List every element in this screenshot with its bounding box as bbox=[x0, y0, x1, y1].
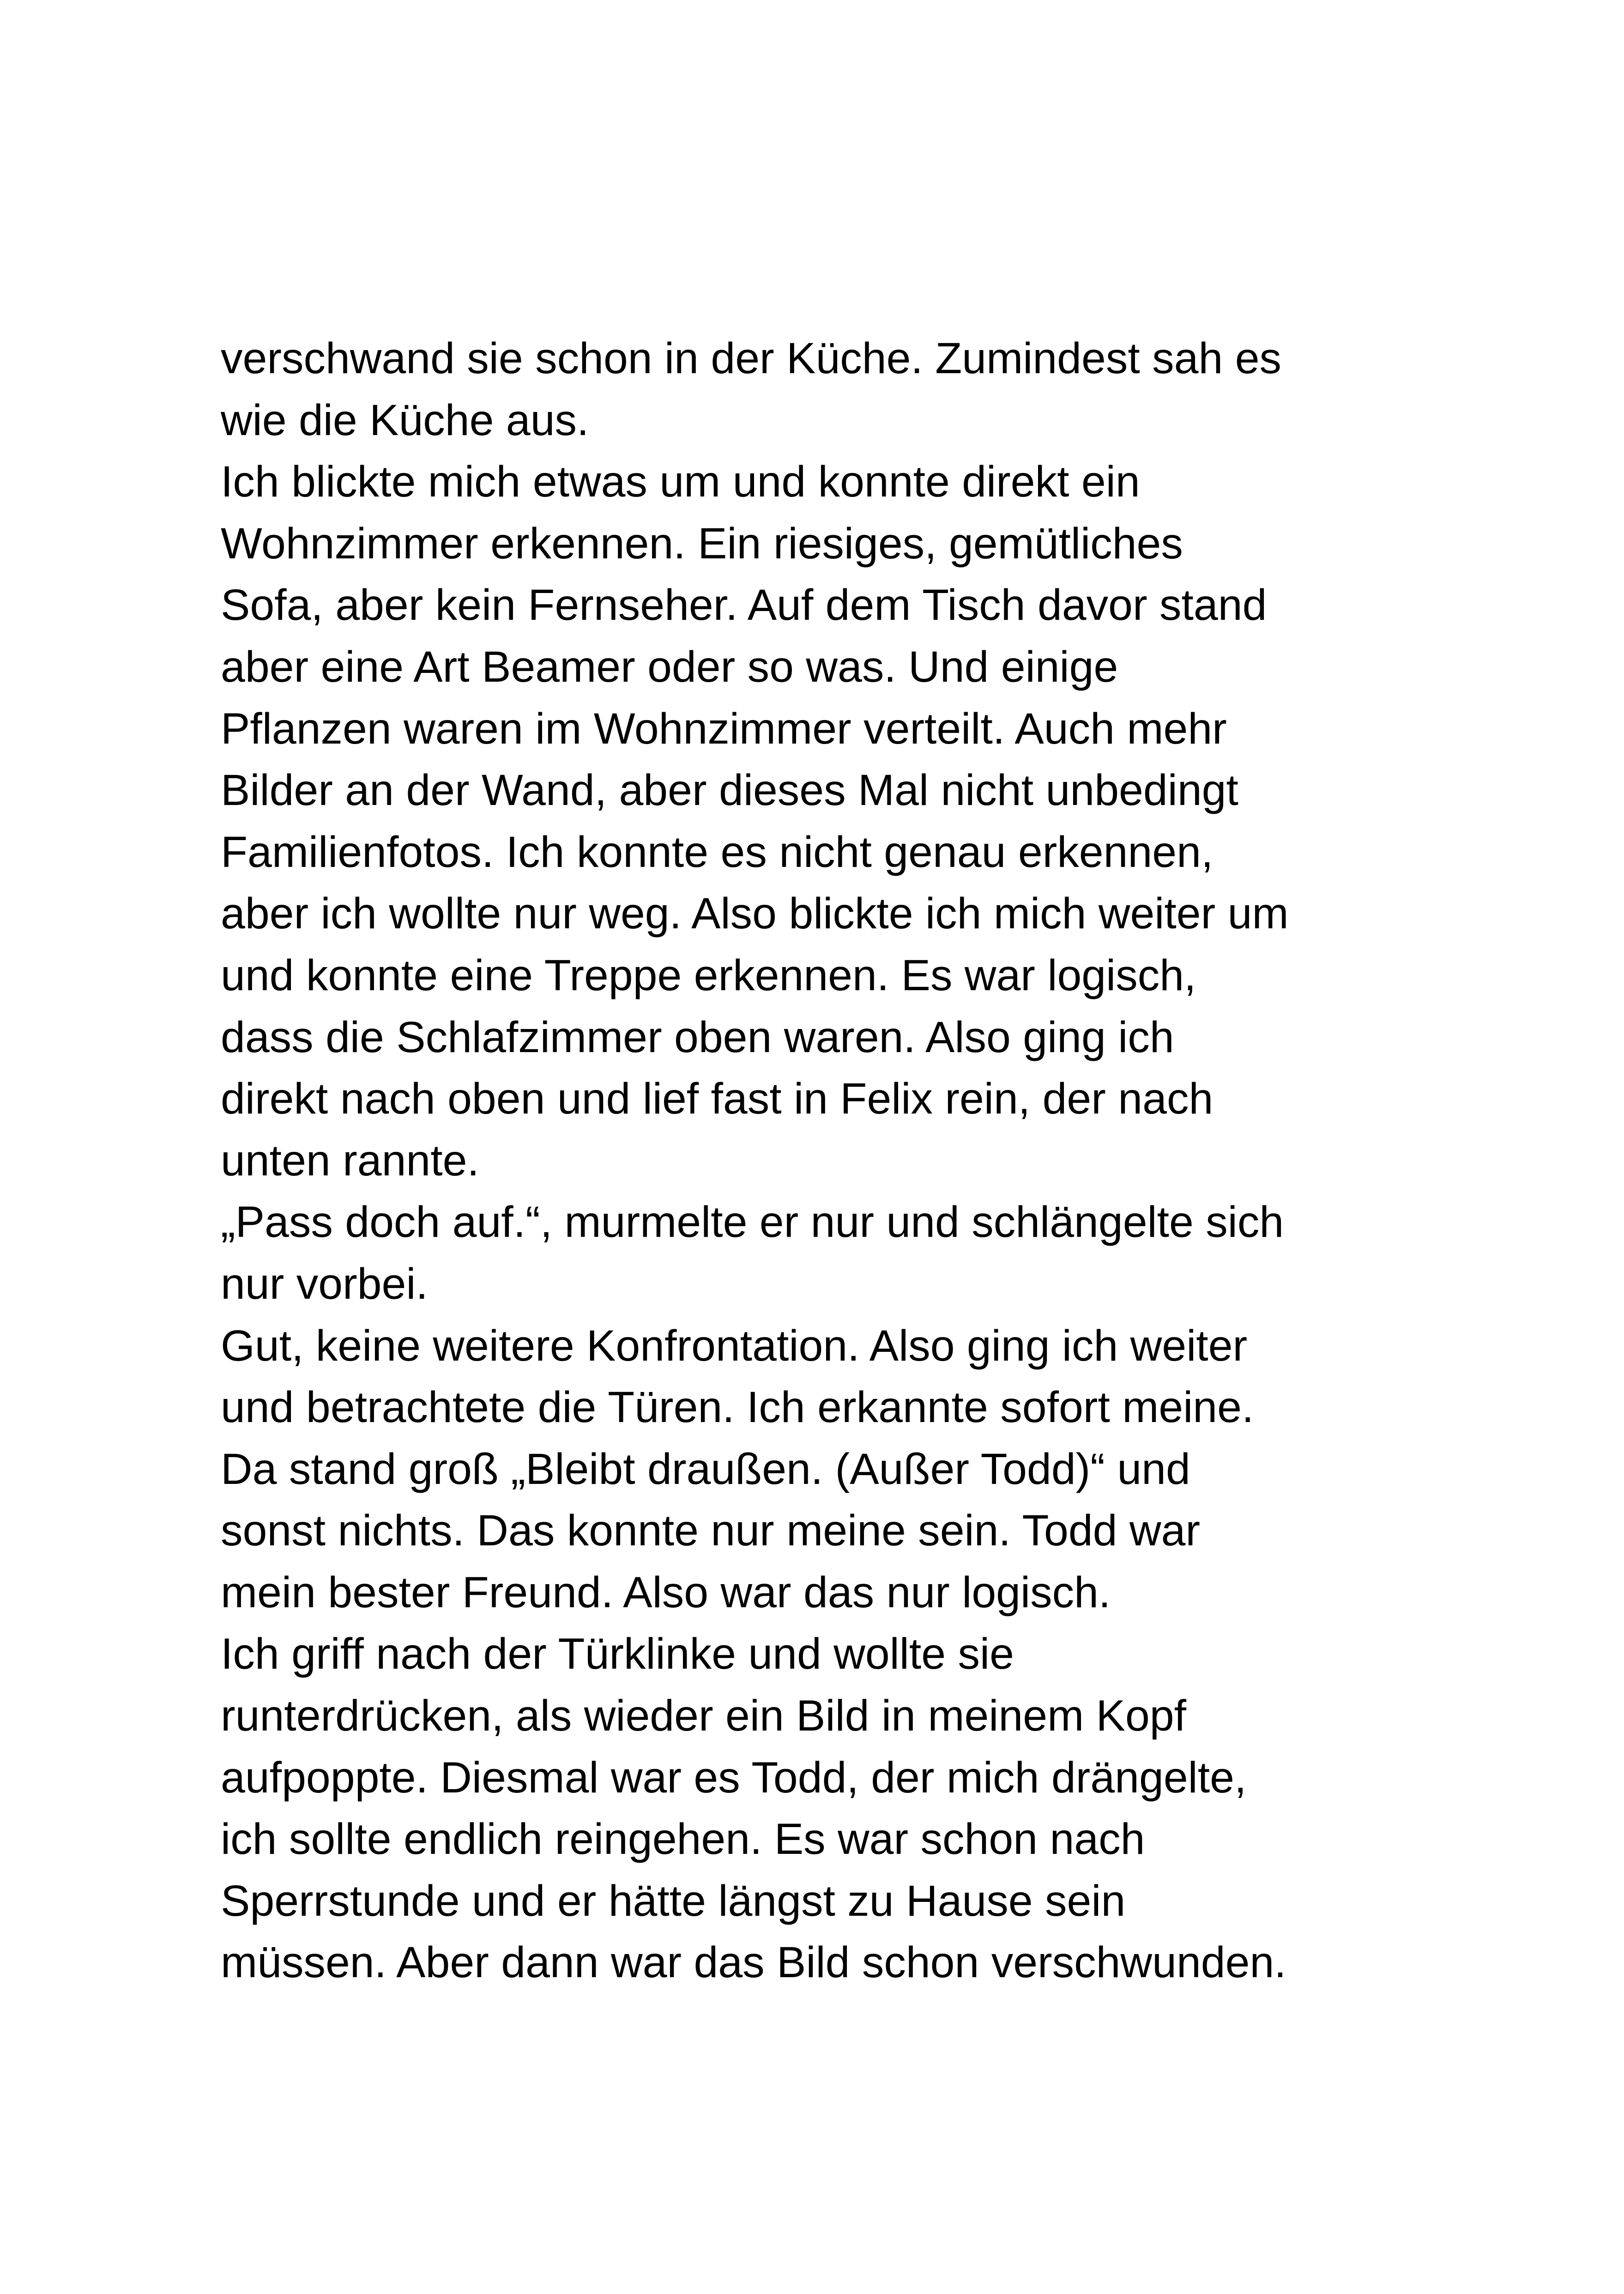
text-line: mein bester Freund. Also war das nur logisch. bbox=[221, 1568, 1111, 1617]
text-line: wie die Küche aus. bbox=[221, 395, 589, 445]
text-line: Ich blickte mich etwas um und konnte direkt ein bbox=[221, 457, 1140, 507]
text-line: Da stand groß „Bleibt draußen. (Außer Todd)“ und bbox=[221, 1444, 1190, 1494]
text-line: dass die Schlafzimmer oben waren. Also ging ich bbox=[221, 1012, 1174, 1062]
text-line: Pflanzen waren im Wohnzimmer verteilt. Auch mehr bbox=[221, 704, 1227, 753]
body-text bbox=[221, 328, 1431, 1994]
text-line: sonst nichts. Das konnte nur meine sein. Todd war bbox=[221, 1506, 1201, 1556]
text-line: Sperrstunde und er hätte längst zu Hause sein bbox=[221, 1876, 1126, 1925]
text-line: aber eine Art Beamer oder so was. Und einige bbox=[221, 642, 1118, 691]
text-line: aufpoppte. Diesmal war es Todd, der mich drängelte, bbox=[221, 1753, 1247, 1802]
text-line: runterdrücken, als wieder ein Bild in meinem Kopf bbox=[221, 1691, 1187, 1741]
text-line: verschwand sie schon in der Küche. Zumindest sah es bbox=[221, 334, 1282, 383]
text-line: unten rannte. bbox=[221, 1136, 479, 1185]
text-line: Sofa, aber kein Fernseher. Auf dem Tisch davor stand bbox=[221, 581, 1267, 630]
text-line: und konnte eine Treppe erkennen. Es war logisch, bbox=[221, 950, 1196, 1000]
text-line: nur vorbei. bbox=[221, 1259, 428, 1308]
text-line: ich sollte endlich reingehen. Es war schon nach bbox=[221, 1815, 1145, 1864]
text-line: Gut, keine weitere Konfrontation. Also ging ich weiter bbox=[221, 1321, 1248, 1370]
text-line: Bilder an der Wand, aber dieses Mal nicht unbedingt bbox=[221, 766, 1238, 815]
text-line: und betrachtete die Türen. Ich erkannte sofort meine. bbox=[221, 1383, 1254, 1432]
text-line: „Pass doch auf.“, murmelte er nur und schlängelte sich bbox=[221, 1198, 1284, 1247]
text-line: direkt nach oben und lief fast in Felix rein, der nach bbox=[221, 1074, 1213, 1124]
text-line: müssen. Aber dann war das Bild schon verschwunden. bbox=[221, 1938, 1286, 1987]
text-line: Ich griff nach der Türklinke und wollte sie bbox=[221, 1629, 1014, 1679]
text-line: aber ich wollte nur weg. Also blickte ich mich weiter um bbox=[221, 889, 1289, 938]
text-line: Familienfotos. Ich konnte es nicht genau erkennen, bbox=[221, 827, 1213, 877]
text-line: Wohnzimmer erkennen. Ein riesiges, gemütliches bbox=[221, 519, 1183, 568]
